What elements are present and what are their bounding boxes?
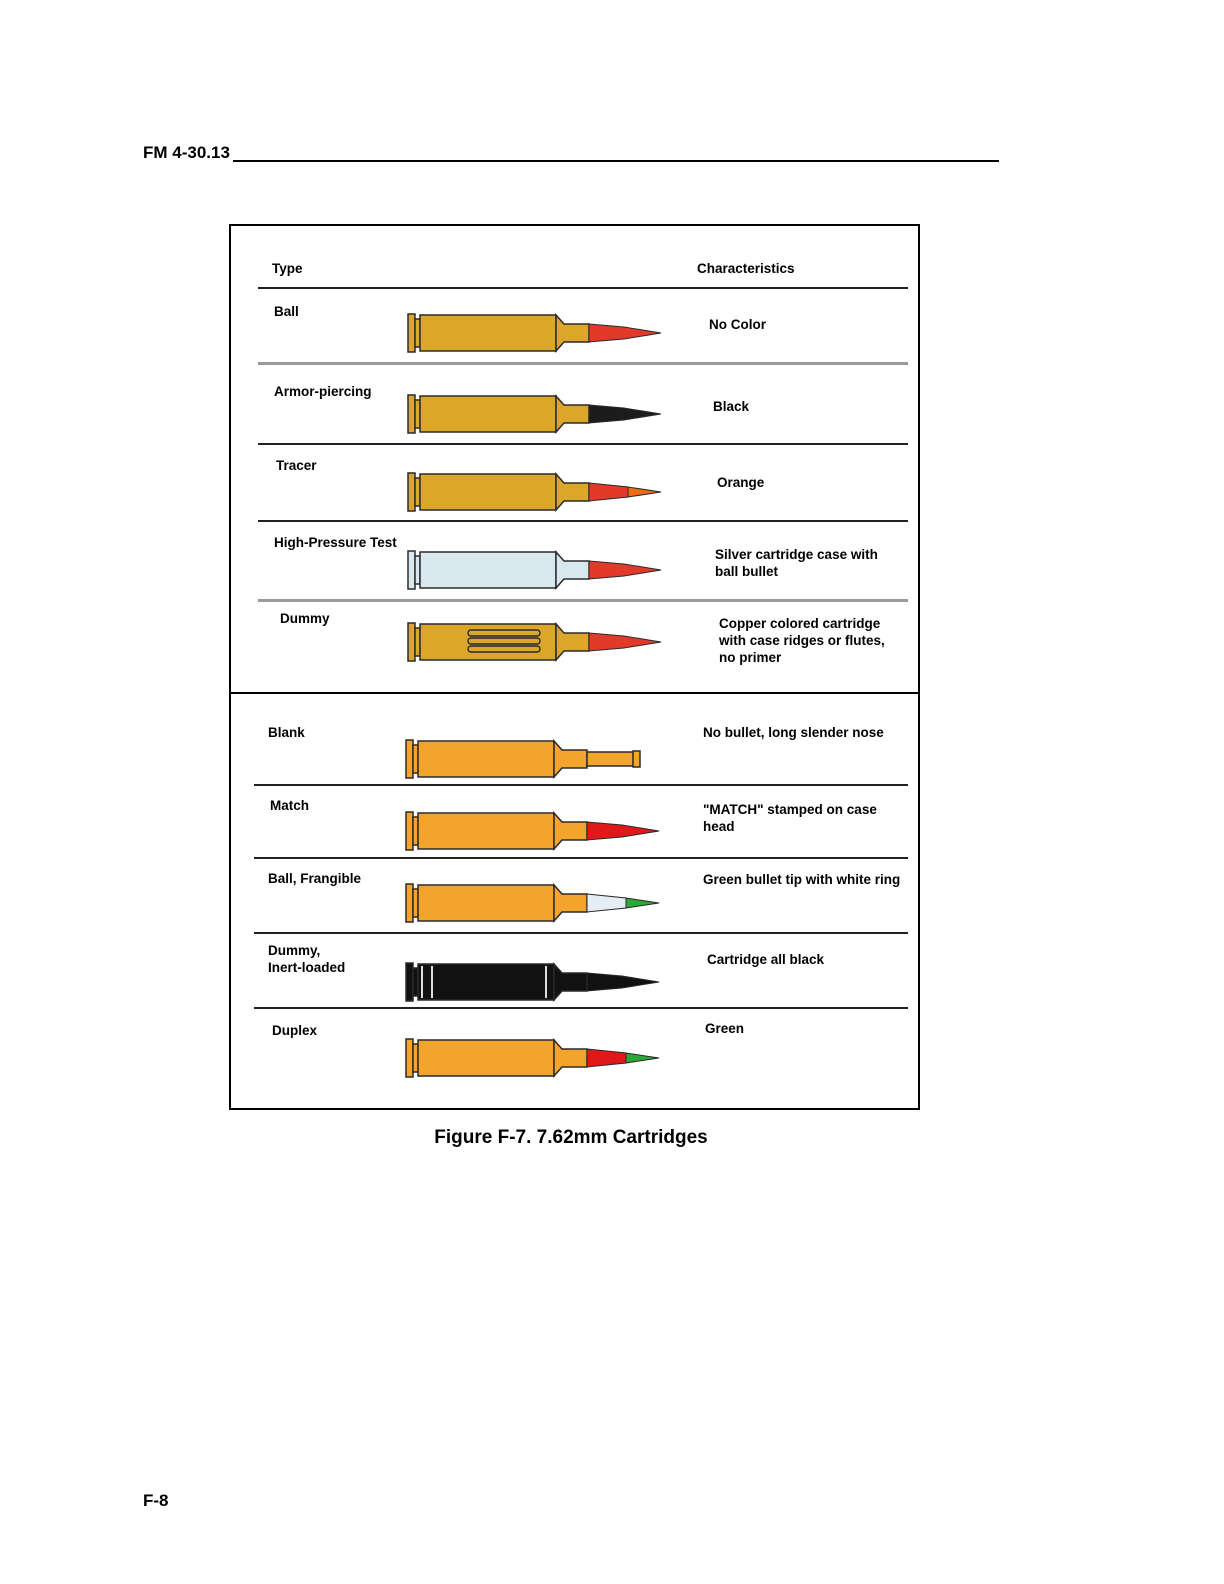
- row-type-match: Match: [270, 798, 310, 813]
- characteristics-column-header: Characteristics: [697, 261, 795, 276]
- cartridge-neck: [556, 552, 589, 588]
- cartridge-body: [420, 315, 556, 351]
- cartridge-neck: [554, 741, 587, 777]
- row-type-blank: Blank: [268, 725, 305, 740]
- cartridge-rim: [408, 473, 415, 511]
- row-divider: [254, 1007, 908, 1009]
- row-divider: [254, 784, 908, 786]
- document-id: FM 4-30.13: [143, 143, 230, 162]
- row-characteristics-dummy-inert-loaded: Cartridge all black: [707, 952, 825, 967]
- row-characteristics-match: "MATCH" stamped on case head: [703, 802, 877, 834]
- row-characteristics-tracer: Orange: [717, 475, 765, 490]
- cartridge-body: [420, 552, 556, 588]
- bullet-tip: [626, 1053, 659, 1063]
- cartridge-body: [420, 474, 556, 510]
- cartridge-body: [418, 813, 554, 849]
- cartridge-body: [418, 741, 554, 777]
- page-number: F-8: [143, 1491, 169, 1510]
- cartridge-rim: [408, 551, 415, 589]
- header-rule: [233, 160, 999, 162]
- bullet: [589, 561, 661, 579]
- cartridge-rim: [406, 884, 413, 922]
- cartridge-crimp: [633, 751, 640, 767]
- cartridge-rim: [408, 314, 415, 352]
- figure-caption: Figure F-7. 7.62mm Cartridges: [434, 1127, 708, 1148]
- cartridge-neck: [554, 885, 587, 921]
- bullet-tip: [628, 487, 661, 497]
- cartridge-duplex: [404, 1035, 664, 1081]
- row-type-ball-frangible: Ball, Frangible: [268, 871, 362, 886]
- bullet: [587, 973, 659, 991]
- cartridge-rim: [408, 395, 415, 433]
- cartridge-neck: [556, 474, 589, 510]
- row-divider: [258, 520, 908, 522]
- cartridge-blank-nose: [587, 752, 639, 766]
- cartridge-neck: [554, 964, 587, 1000]
- row-characteristics-ball-frangible: Green bullet tip with white ring: [703, 872, 901, 887]
- cartridge-neck: [554, 813, 587, 849]
- cartridge-high-pressure-test: [406, 547, 666, 593]
- row-characteristics-high-pressure-test: Silver cartridge case with ball bullet: [715, 547, 878, 579]
- cartridge-rim: [406, 963, 413, 1001]
- row-characteristics-duplex: Green: [705, 1021, 745, 1036]
- row-type-ball: Ball: [274, 304, 299, 319]
- bullet: [587, 1049, 626, 1067]
- header-rule: [258, 287, 908, 289]
- cartridge-armor-piercing: [406, 391, 666, 437]
- cartridge-blank: [404, 736, 664, 782]
- cartridge-body: [418, 964, 554, 1000]
- bullet: [587, 894, 626, 912]
- bullet: [589, 633, 661, 651]
- row-divider: [258, 443, 908, 445]
- row-characteristics-armor-piercing: Black: [713, 399, 750, 414]
- section-divider: [231, 692, 918, 694]
- cartridge-tracer: [406, 469, 666, 515]
- cartridge-neck: [554, 1040, 587, 1076]
- cartridge-rim: [406, 740, 413, 778]
- row-characteristics-dummy: Copper colored cartridge with case ridges or flutes, no primer: [719, 616, 885, 665]
- cartridge-figure: [229, 224, 920, 1110]
- cartridge-ball: [406, 310, 666, 356]
- row-type-tracer: Tracer: [276, 458, 317, 473]
- cartridge-dummy: [406, 619, 666, 665]
- row-type-dummy: Dummy: [280, 611, 330, 626]
- bullet: [589, 405, 661, 423]
- row-type-high-pressure-test: High-Pressure Test: [274, 535, 397, 550]
- bullet: [589, 483, 628, 501]
- cartridge-dummy-inert-loaded: [404, 959, 664, 1005]
- cartridge-body: [418, 885, 554, 921]
- row-characteristics-ball: No Color: [709, 317, 766, 332]
- cartridge-body: [418, 1040, 554, 1076]
- row-type-dummy-inert-loaded: Dummy, Inert-loaded: [268, 943, 346, 975]
- cartridge-rim: [408, 623, 415, 661]
- bullet: [587, 822, 659, 840]
- row-type-armor-piercing: Armor-piercing: [274, 384, 372, 399]
- type-column-header: Type: [272, 261, 303, 276]
- bullet-tip: [626, 898, 659, 908]
- cartridge-body: [420, 396, 556, 432]
- cartridge-neck: [556, 315, 589, 351]
- row-divider: [258, 599, 908, 602]
- row-divider: [258, 362, 908, 365]
- bullet: [589, 324, 661, 342]
- row-type-duplex: Duplex: [272, 1023, 318, 1038]
- row-divider: [254, 857, 908, 859]
- cartridge-rim: [406, 812, 413, 850]
- cartridge-ball-frangible: [404, 880, 664, 926]
- cartridge-rim: [406, 1039, 413, 1077]
- row-divider: [254, 932, 908, 934]
- row-characteristics-blank: No bullet, long slender nose: [703, 725, 884, 740]
- cartridge-neck: [556, 624, 589, 660]
- cartridge-neck: [556, 396, 589, 432]
- page-header: [143, 143, 999, 163]
- cartridge-match: [404, 808, 664, 854]
